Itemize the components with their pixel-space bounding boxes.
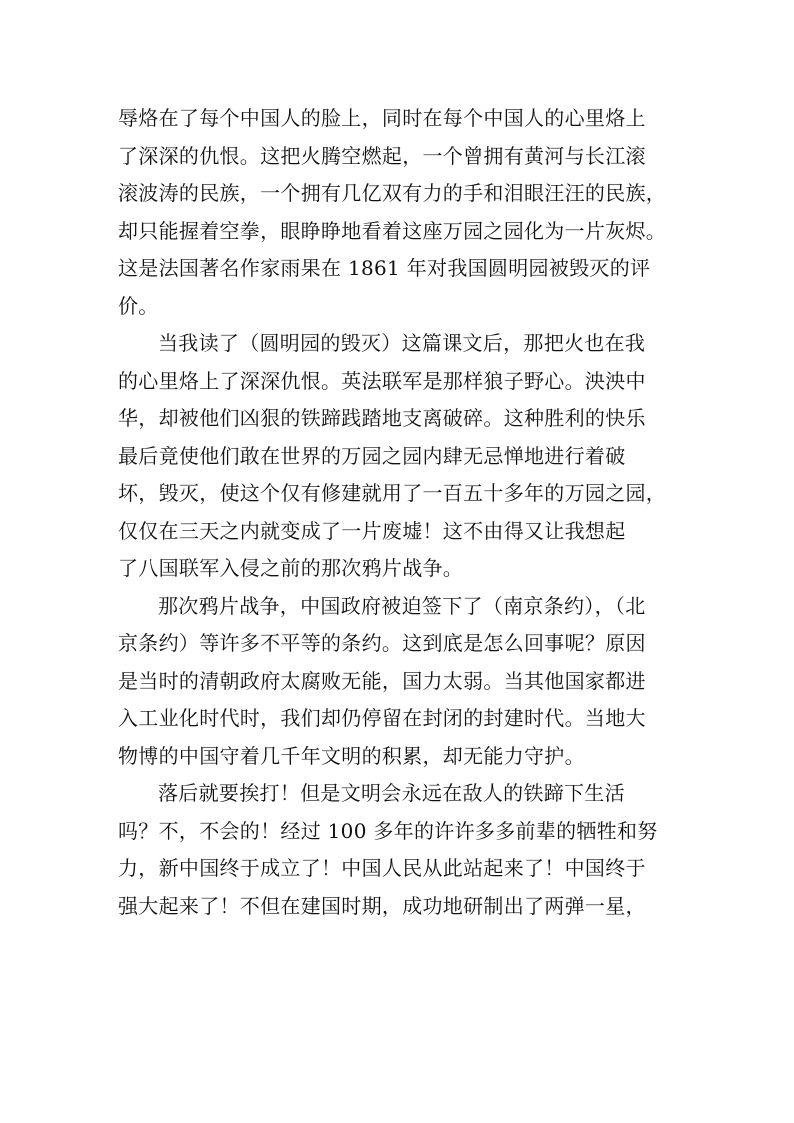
text-line: 价。: [118, 293, 159, 318]
text-line: 落后就要挨打！但是文明会永远在敌人的铁蹄下生活: [158, 781, 625, 805]
text-line: 华，却被他们凶狠的铁蹄践踏地支离破碎。这种胜利的快乐: [118, 406, 646, 430]
text-line: 仅仅在三天之内就变成了一片废墟！这不由得又让我想起: [118, 518, 626, 543]
text-line: 是当时的清朝政府太腐败无能，国力太弱。当其他国家都进: [118, 668, 646, 693]
text-line: 力，新中国终于成立了！中国人民从此站起来了！中国终于: [118, 856, 646, 880]
text-line: 却只能握着空拳，眼睁睁地看着这座万园之园化为一片灰烬。: [118, 218, 667, 243]
text-line: 坏，毁灭，使这个仅有修建就用了一百五十多年的万园之园，: [118, 481, 667, 505]
text-line: 物博的中国守着几千年文明的积累，却无能力守护。: [118, 743, 585, 768]
text-line: 那次鸦片战争，中国政府被迫签下了（南京条约），（北: [158, 593, 646, 618]
text-line: 的心里烙上了深深仇恨。英法联军是那样狼子野心。泱泱中: [118, 368, 646, 393]
text-line: 最后竟使他们敢在世界的万园之园内肆无忌惮地进行着破: [118, 443, 626, 468]
text-line: 入工业化时代时，我们却仍停留在封闭的封建时代。当地大: [118, 706, 646, 730]
text-line: 辱烙在了每个中国人的脸上，同时在每个中国人的心里烙上: [118, 106, 646, 130]
text-line: 当我读了（圆明园的毁灭）这篇课文后，那把火也在我: [158, 331, 646, 355]
body-text: [118, 100, 698, 925]
text-line: 了八国联军入侵之前的那次鸦片战争。: [118, 556, 464, 580]
text-line: 滚波涛的民族，一个拥有几亿双有力的手和泪眼汪汪的民族，: [118, 181, 667, 205]
text-line: 这是法国著名作家雨果在 1861 年对我国圆明园被毁灭的评: [118, 256, 651, 280]
text-line: 京条约）等许多不平等的条约。这到底是怎么回事呢？原因: [118, 631, 646, 655]
text-line: 吗？不，不会的！经过 100 多年的许许多多前辈的牺牲和努: [118, 818, 658, 843]
text-line: 强大起来了！不但在建国时期，成功地研制出了两弹一星，: [118, 893, 646, 918]
text-line: 了深深的仇恨。这把火腾空燃起，一个曾拥有黄河与长江滚: [118, 143, 646, 168]
